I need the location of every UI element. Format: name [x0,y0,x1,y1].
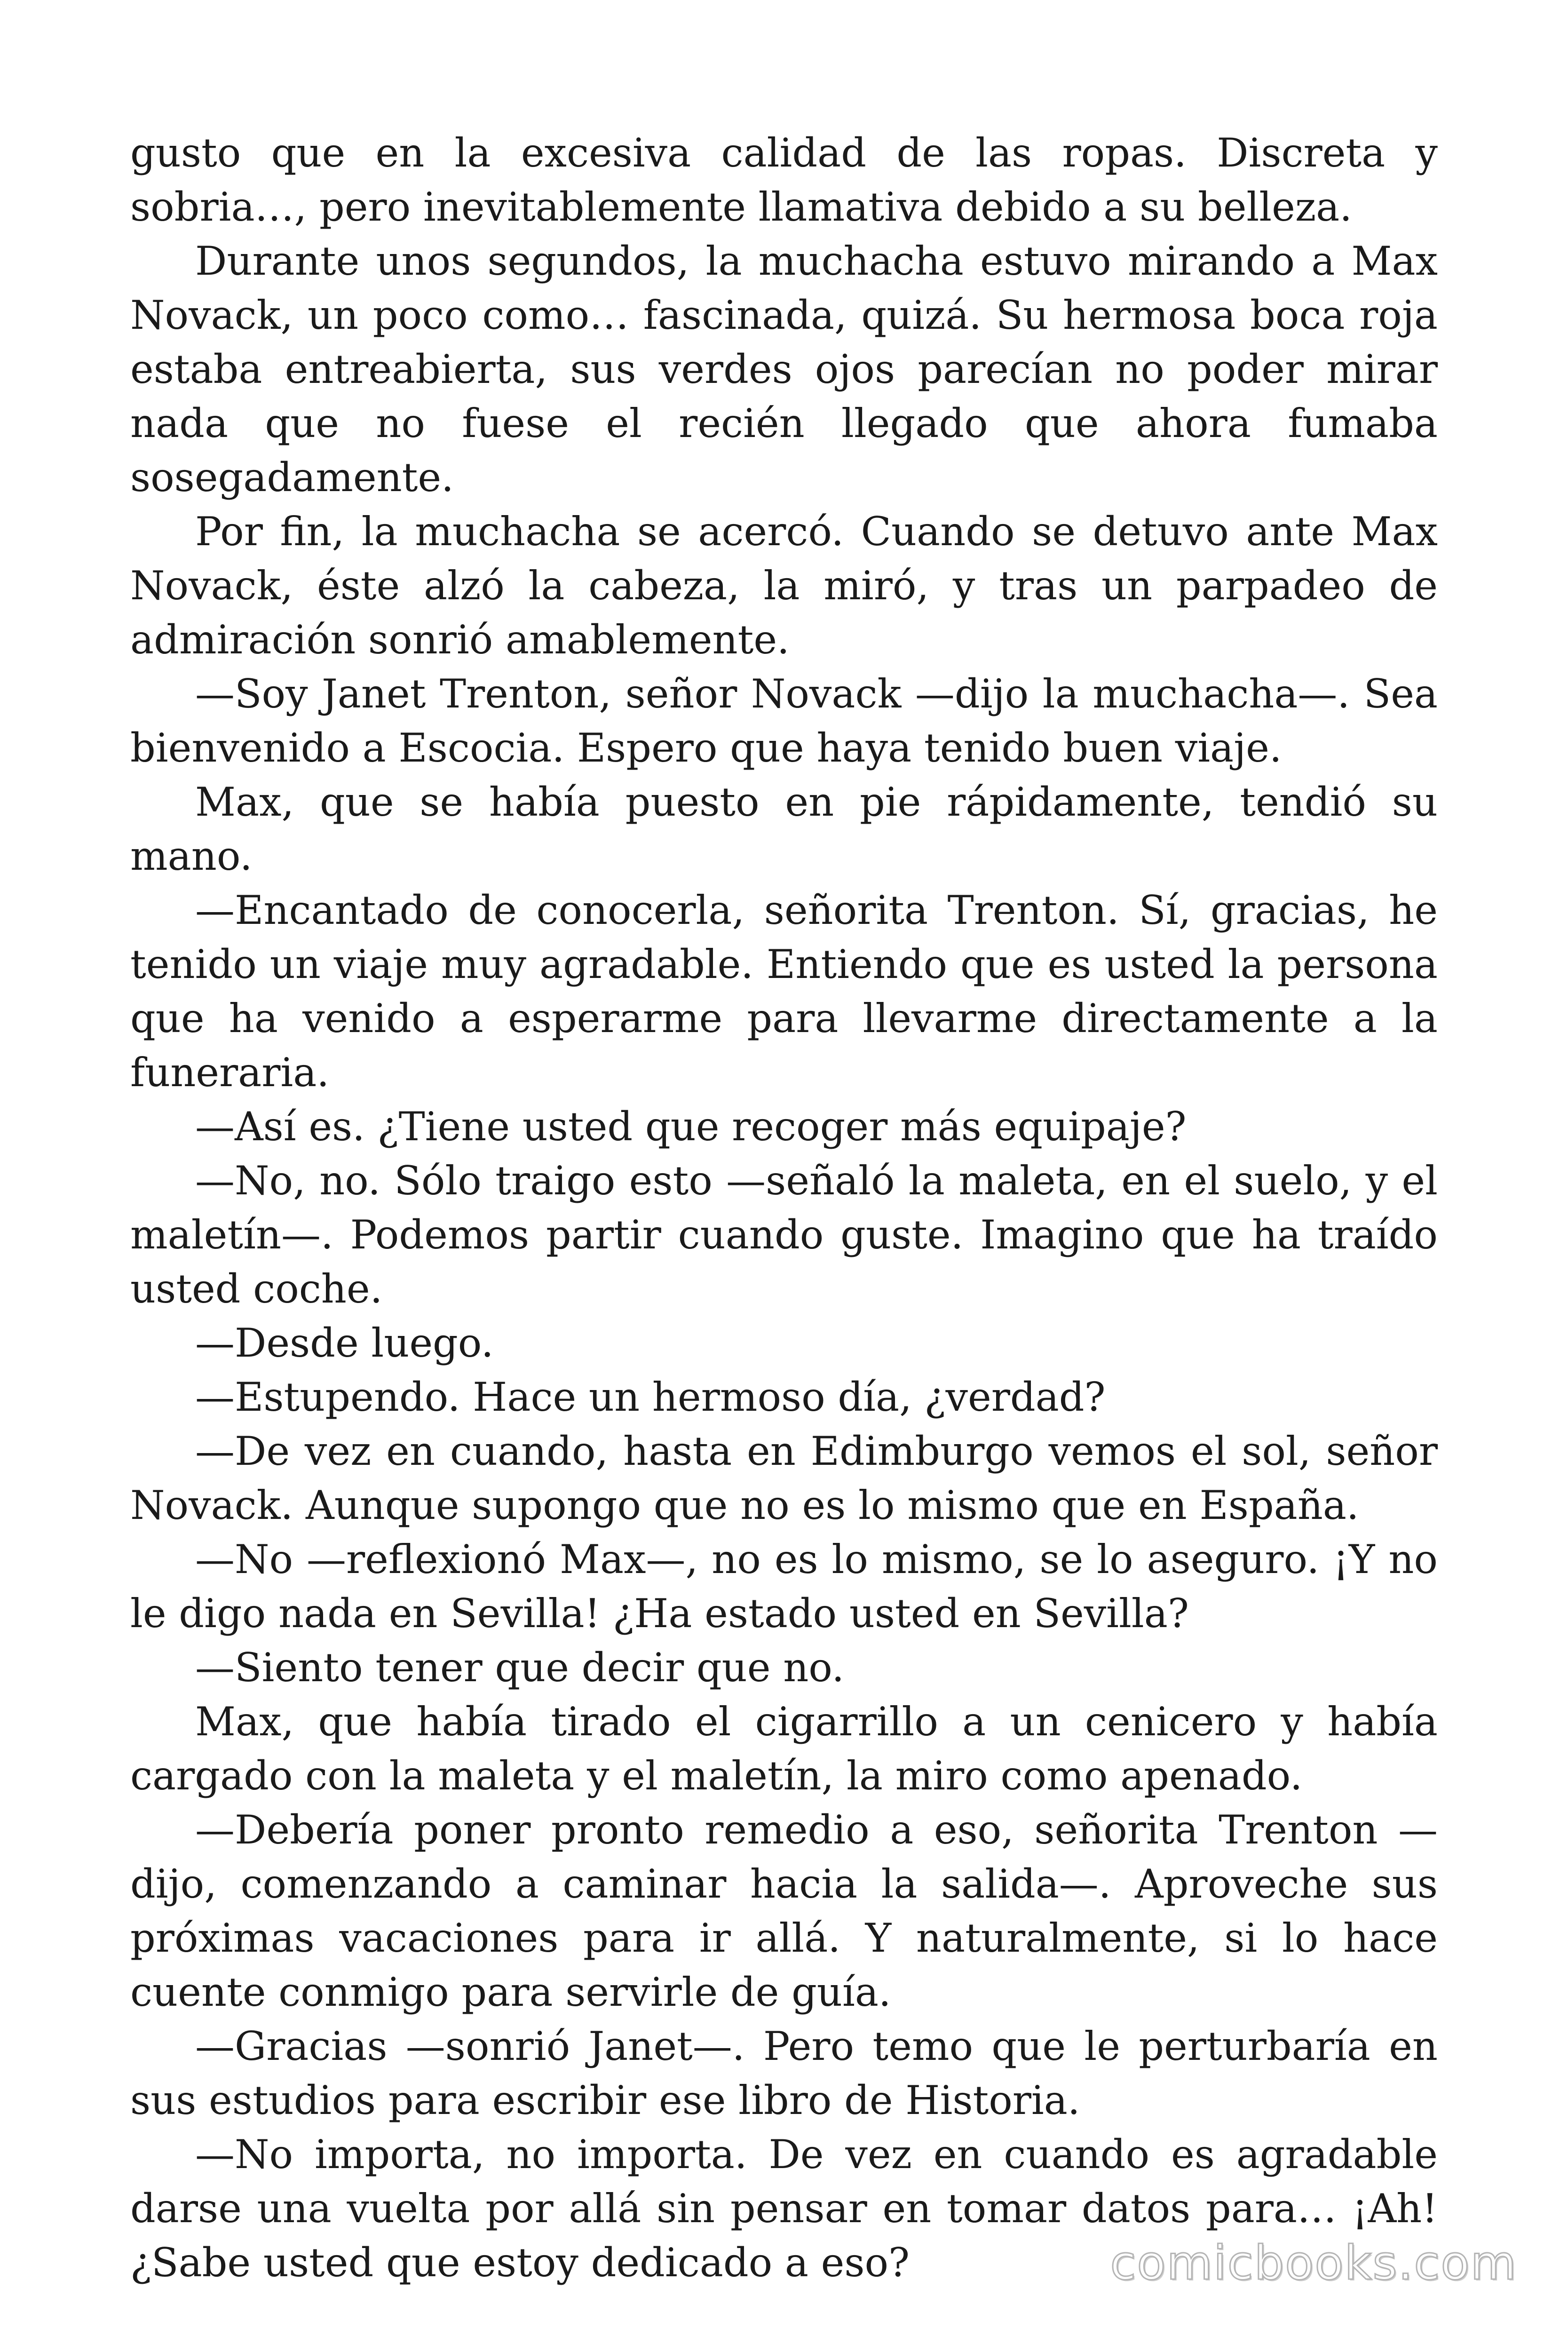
paragraph-continuation: gusto que en la excesiva calidad de las ropas. Discreta y sobria…, pero inevitablemente llamativa debido a su belleza. [130,130,1438,230]
watermark-logo: comicbooks.com [1110,2235,1517,2290]
paragraph: Por fin, la muchacha se acercó. Cuando se detuvo ante Max Novack, éste alzó la cabeza, la miró, y tras un parpadeo de admiración sonrió amablemente. [130,509,1438,663]
dialogue-paragraph: —Gracias —sonrió Janet—. Pero temo que le perturbaría en sus estudios para escribir ese libro de Historia. [130,2023,1438,2123]
dialogue-paragraph: —Así es. ¿Tiene usted que recoger más equipaje? [195,1104,1187,1150]
paragraph: Max, que había tirado el cigarrillo a un cenicero y había cargado con la maleta y el maletín, la miro como apenado. [130,1699,1438,1799]
dialogue-paragraph: —Siento tener que decir que no. [195,1645,845,1691]
dialogue-paragraph: —Debería poner pronto remedio a eso, señorita Trenton —dijo, comenzando a caminar hacia la salida—. Aproveche sus próximas vacaciones para ir allá. Y naturalmente, si lo hace cuente conmigo para servirle de guía. [130,1807,1438,2015]
dialogue-paragraph: —Desde luego. [195,1320,494,1366]
dialogue-paragraph: —Encantado de conocerla, señorita Trenton. Sí, gracias, he tenido un viaje muy agradable. Entiendo que es usted la persona que ha venido a esperarme para llevarme directamente a la funeraria. [130,887,1438,1096]
book-page-text [130,126,1438,2290]
paragraph: Max, que se había puesto en pie rápidamente, tendió su mano. [130,779,1438,879]
dialogue-paragraph: —No importa, no importa. De vez en cuando es agradable darse una vuelta por allá sin pensar en tomar datos para… ¡Ah! ¿Sabe usted que estoy dedicado a eso? [130,2131,1438,2286]
paragraph: Durante unos segundos, la muchacha estuvo mirando a Max Novack, un poco como… fascinada, quizá. Su hermosa boca roja estaba entreabierta, sus verdes ojos parecían no poder mirar nada que no fuese el recién llegado que ahora fumaba sosegadamente. [130,238,1438,501]
dialogue-paragraph: —Soy Janet Trenton, señor Novack —dijo la muchacha—. Sea bienvenido a Escocia. Espero que haya tenido buen viaje. [130,671,1438,771]
dialogue-paragraph: —No —reflexionó Max—, no es lo mismo, se lo aseguro. ¡Y no le digo nada en Sevilla! ¿Ha estado usted en Sevilla? [130,1536,1438,1637]
dialogue-paragraph: —De vez en cuando, hasta en Edimburgo vemos el sol, señor Novack. Aunque supongo que no es lo mismo que en España. [130,1428,1438,1528]
dialogue-paragraph: —Estupendo. Hace un hermoso día, ¿verdad? [195,1374,1106,1420]
dialogue-paragraph: —No, no. Sólo traigo esto —señaló la maleta, en el suelo, y el maletín—. Podemos partir cuando guste. Imagino que ha traído usted coche. [130,1158,1438,1312]
